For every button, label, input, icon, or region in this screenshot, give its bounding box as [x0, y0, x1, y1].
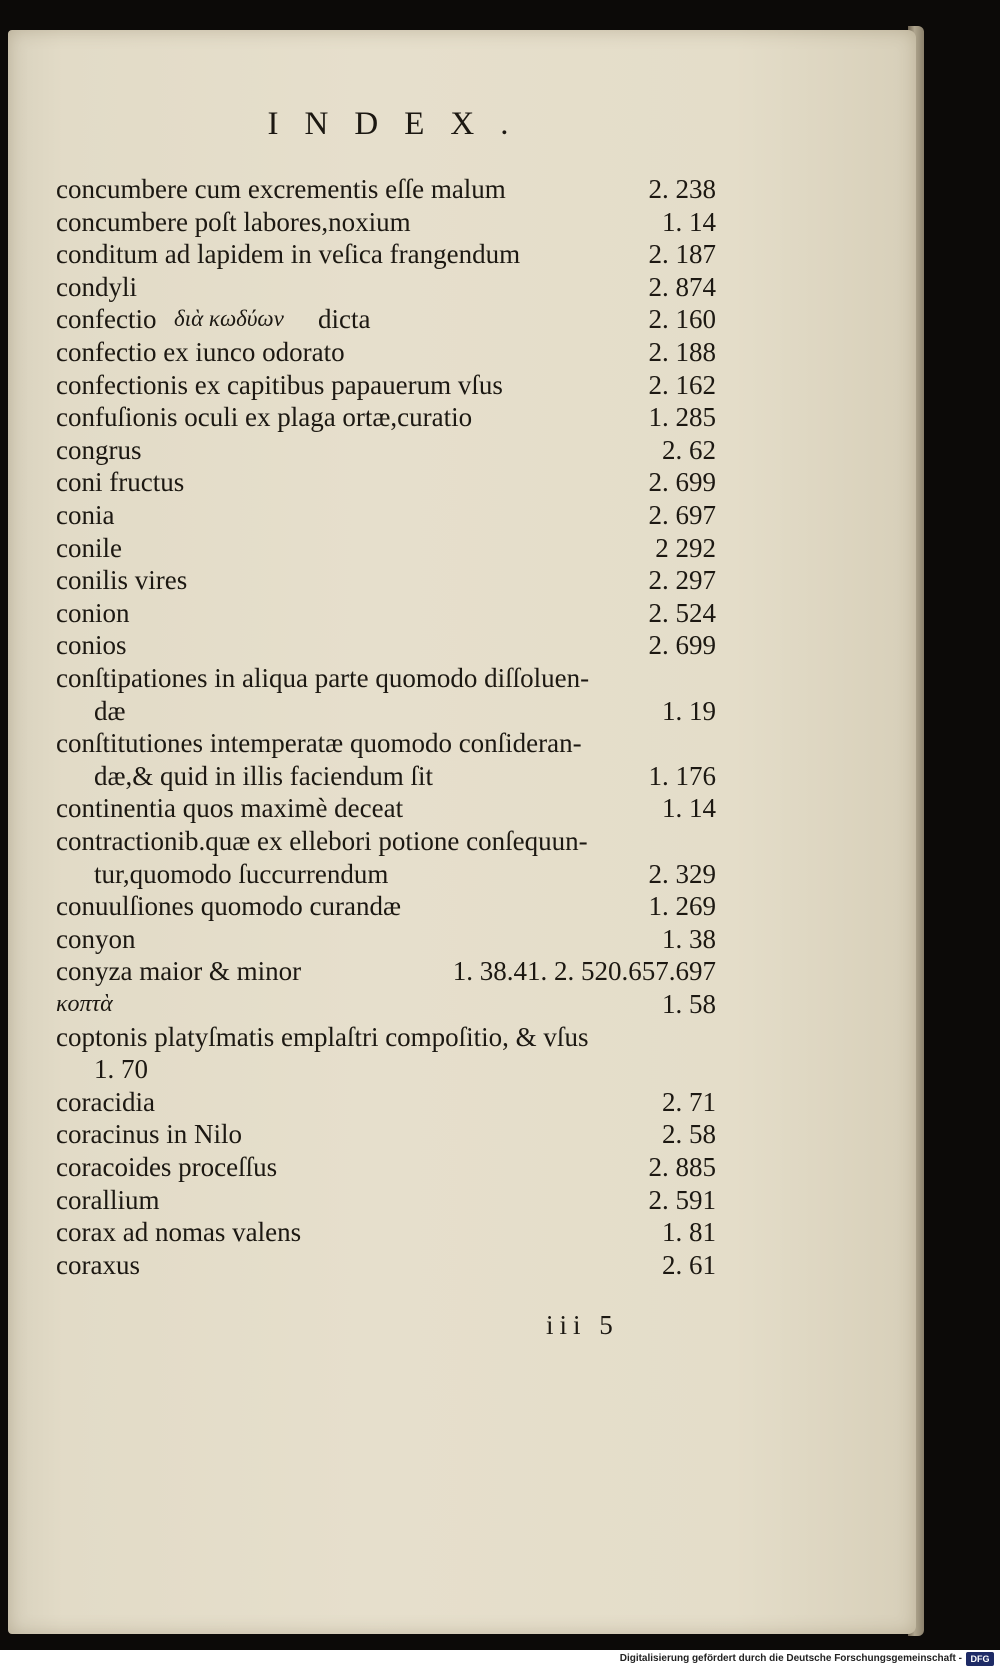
entry-reference: 1. 14 [662, 206, 716, 237]
entry-text: conilis vires [56, 565, 188, 596]
entry-text: κοπτὰ [56, 991, 113, 1017]
entry-text: conia [56, 500, 115, 530]
entry-reference: 2. 874 [648, 271, 716, 302]
index-entry [56, 1215, 716, 1249]
entry-text: corax ad nomas valens [56, 1217, 302, 1248]
entry-reference: 1. 176 [648, 760, 716, 791]
entry-text: coptonis platyſmatis emplaſtri compoſitio, & vſus [56, 1021, 589, 1052]
entry-text: conios [56, 630, 127, 661]
index-entry [56, 857, 716, 891]
entry-reference: 2. 697 [648, 500, 716, 530]
index-entry [56, 400, 716, 434]
entry-text: conyza maior & minor [56, 956, 302, 987]
entry-text: 1. 70 [94, 1054, 148, 1085]
entry-text: conſtitutiones intemperatæ quomodo conſideran- [56, 728, 582, 759]
index-entry [56, 791, 716, 825]
entry-reference: 1. 81 [662, 1217, 716, 1248]
entry-text: conile [56, 532, 122, 563]
index-entry [56, 237, 716, 271]
entry-text: coracidia [56, 1086, 155, 1117]
index-entry [56, 1052, 716, 1086]
entry-reference: 2. 297 [648, 565, 716, 596]
entry-text: confectio ex iunco odorato [56, 337, 345, 367]
index-entry [56, 368, 716, 402]
entry-text: coni fructus [56, 467, 185, 498]
entry-reference: 2. 591 [648, 1184, 716, 1215]
entry-reference: 1. 58 [662, 989, 716, 1019]
entry-text: concumbere poſt labores,noxium [56, 206, 411, 237]
entry-reference: 1. 19 [662, 695, 716, 726]
entry-reference: 2. 58 [662, 1119, 716, 1150]
index-entry [56, 889, 716, 923]
index-entry [56, 335, 716, 369]
entry-text: coracoides proceſſus [56, 1152, 278, 1182]
index-entry [56, 596, 716, 630]
index-entry [56, 531, 716, 565]
index-entry [56, 824, 716, 858]
entry-text: continentia quos maximè deceat [56, 793, 404, 824]
index-entry [56, 205, 716, 239]
signature-mark: iii 5 [546, 1310, 619, 1340]
entry-text: dæ,& quid in illis faciendum ſit [94, 760, 433, 791]
entry-reference: 2. 238 [648, 174, 716, 204]
index-entry [56, 465, 716, 499]
index-entry [56, 1020, 716, 1054]
entry-reference: 2. 162 [648, 369, 716, 400]
entry-reference: 2. 61 [662, 1249, 716, 1280]
entry-text: dæ [94, 695, 126, 726]
entry-reference: 1. 38 [662, 923, 716, 954]
entry-text: coraxus [56, 1249, 140, 1280]
book-page [8, 30, 916, 1634]
entry-text: conuulſiones quomodo curandæ [56, 891, 401, 922]
entry-text: confectionis ex capitibus papauerum vſus [56, 369, 503, 400]
running-head: INDEX. [267, 106, 535, 142]
index-entry [56, 563, 716, 597]
entry-text: concumbere cum excrementis eſſe malum [56, 174, 506, 204]
entry-text: tur,quomodo ſuccurrendum [94, 858, 389, 889]
index-entry [56, 302, 716, 336]
index-entry [56, 954, 716, 988]
index-entry [56, 1085, 716, 1119]
entry-text: congrus [56, 434, 142, 465]
entry-text: condyli [56, 271, 137, 302]
entry-text: conſtipationes in aliqua parte quomodo diſſoluen- [56, 663, 590, 693]
index-entry [56, 1248, 716, 1282]
footer-credit: Digitalisierung gefördert durch die Deutsche Forschungsgemeinschaft - [619, 1653, 962, 1664]
entry-reference: 1. 38.41. 2. 520.657.697 [452, 956, 716, 987]
entry-reference: 2. 699 [648, 467, 716, 498]
index-text-block [56, 30, 716, 1634]
entry-text: contractionib.quæ ex ellebori potione conſequun- [56, 826, 588, 856]
entry-text: conditum ad lapidem in veſica frangendum [56, 239, 521, 270]
entry-text: confuſionis oculi ex plaga ortæ,curatio [56, 402, 473, 433]
entry-reference: 1. 269 [648, 891, 716, 922]
index-entry [56, 694, 716, 728]
index-entry [56, 726, 716, 760]
entry-reference: 2. 160 [648, 304, 716, 335]
entry-reference: 1. 14 [662, 793, 716, 824]
entry-reference: 2 292 [655, 532, 716, 563]
entry-reference: 2. 524 [648, 597, 716, 628]
entry-greek-text: διὰ κωδύων [174, 306, 284, 332]
index-entry [56, 987, 716, 1021]
index-entry [56, 270, 716, 304]
entry-reference: 2. 699 [648, 630, 716, 661]
index-entry [56, 922, 716, 956]
digitization-footer [0, 1650, 1000, 1670]
index-entry [56, 1183, 716, 1217]
index-entry [56, 661, 716, 695]
index-entry [56, 498, 716, 532]
dfg-logo: DFG [966, 1652, 994, 1666]
index-entry [56, 1117, 716, 1151]
entry-text: confectio [56, 304, 157, 335]
index-entry [56, 1150, 716, 1184]
index-entry [56, 759, 716, 793]
entry-reference: 1. 285 [648, 402, 716, 433]
entry-reference: 2. 62 [662, 434, 716, 465]
entry-reference: 2. 188 [648, 337, 716, 367]
index-entry [56, 172, 716, 206]
entry-text-after: dicta [318, 304, 371, 335]
entry-reference: 2. 885 [648, 1152, 716, 1182]
entry-text: corallium [56, 1184, 160, 1215]
entry-text: coracinus in Nilo [56, 1119, 242, 1150]
entry-reference: 2. 71 [662, 1086, 716, 1117]
entry-text: conion [56, 597, 130, 628]
entry-reference: 2. 329 [648, 858, 716, 889]
entry-reference: 2. 187 [648, 239, 716, 270]
index-entry [56, 433, 716, 467]
entry-text: conyon [56, 923, 136, 954]
index-entry [56, 628, 716, 662]
